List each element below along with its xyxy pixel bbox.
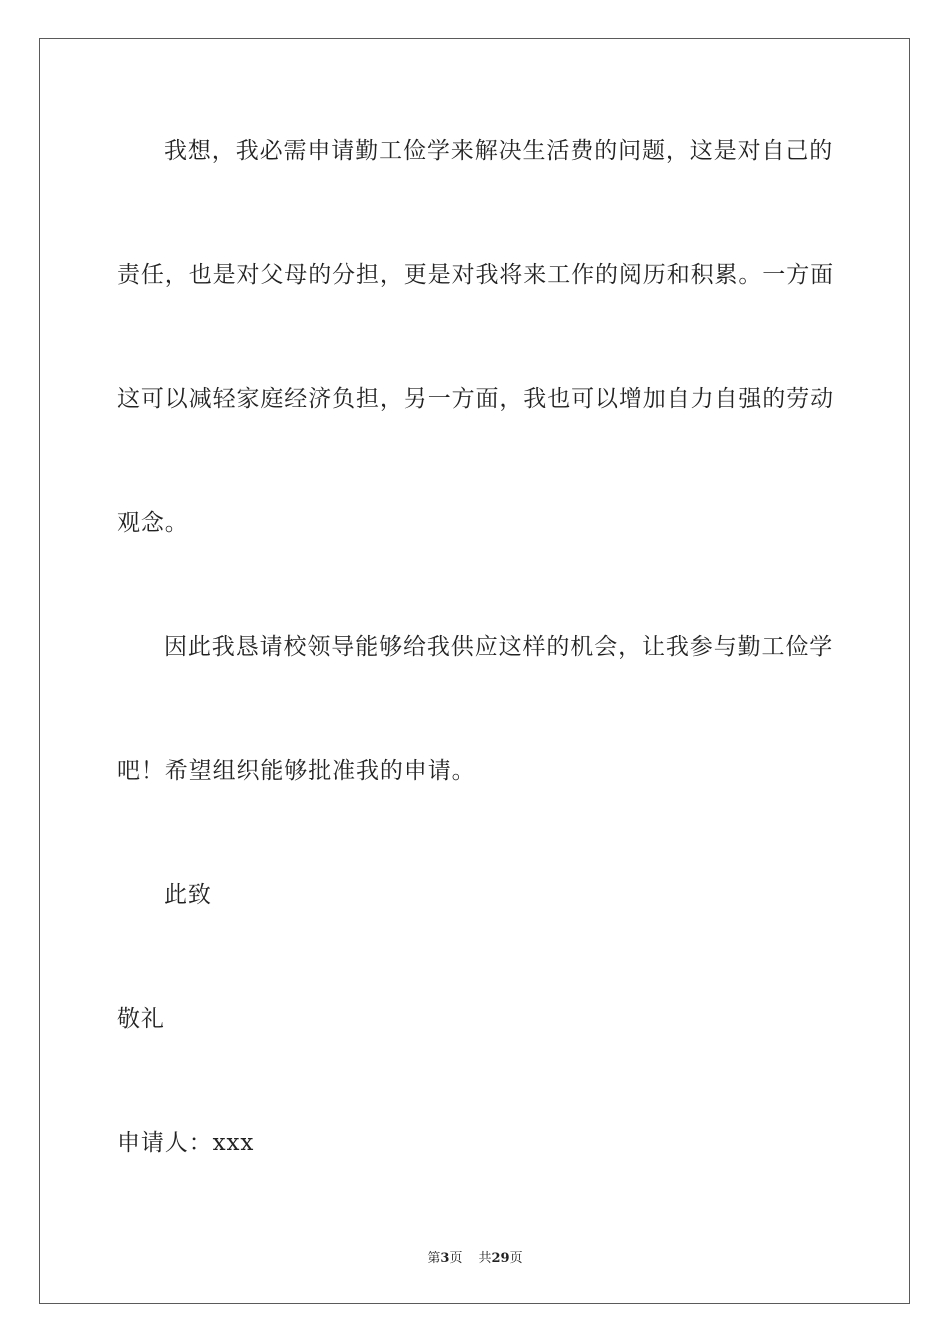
page-suffix: 页 xyxy=(449,1251,463,1266)
paragraph-1-line-2: 责任，也是对父母的分担，更是对我将来工作的阅历和积累。一方面 xyxy=(117,262,834,288)
applicant-signature: 申请人：xxx xyxy=(117,1130,255,1156)
paragraph-1-line-4: 观念。 xyxy=(117,510,189,536)
paragraph-2-line-2: 吧！希望组织能够批准我的申请。 xyxy=(117,758,476,784)
page-prefix: 第 xyxy=(427,1251,441,1266)
closing-text: 此致 xyxy=(164,882,212,908)
paragraph-2-line-1: 因此我恳请校领导能够给我供应这样的机会，让我参与勤工俭学 xyxy=(164,634,834,660)
paragraph-1-line-3: 这可以减轻家庭经济负担，另一方面，我也可以增加自力自强的劳动 xyxy=(117,386,834,412)
page-footer xyxy=(0,1247,950,1266)
salutation-text: 敬礼 xyxy=(117,1006,165,1032)
total-suffix: 页 xyxy=(509,1251,523,1266)
current-page-number: 3 xyxy=(440,1251,450,1266)
page-frame xyxy=(39,38,910,1304)
total-prefix: 共 xyxy=(478,1251,492,1266)
paragraph-1-line-1: 我想，我必需申请勤工俭学来解决生活费的问题，这是对自己的 xyxy=(164,138,834,164)
total-page-number: 29 xyxy=(491,1251,510,1266)
